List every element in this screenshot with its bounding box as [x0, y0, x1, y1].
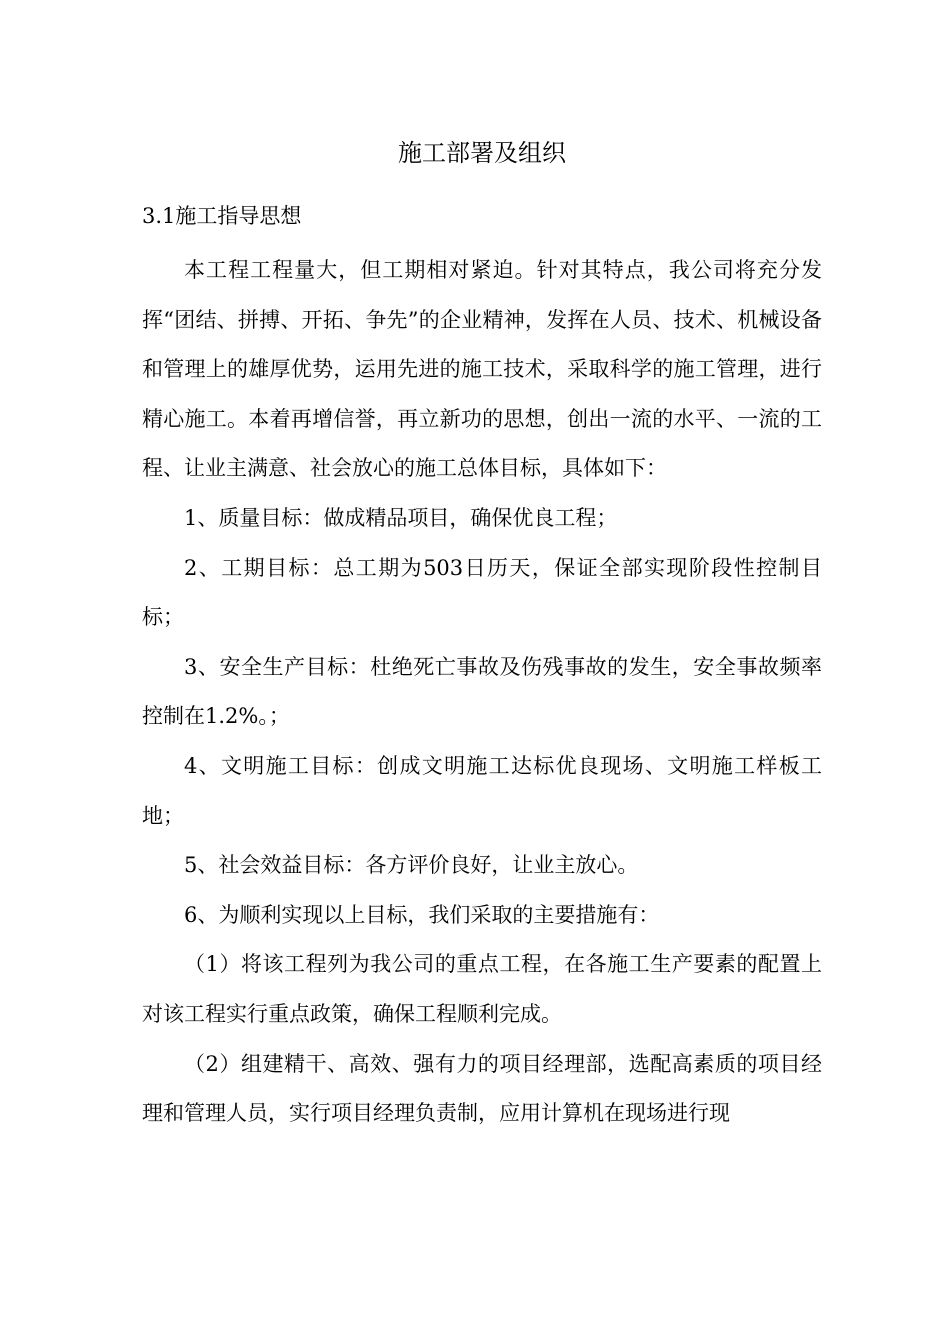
- goal-safety: 3、安全生产目标：杜绝死亡事故及伤残事故的发生，安全事故频率控制在1.2%。；: [142, 654, 822, 729]
- goal-social-benefit: 5、社会效益目标：各方评价良好，让业主放心。: [184, 853, 639, 878]
- intro-paragraph: 本工程工程量大，但工期相对紧迫。针对其特点，我公司将充分发挥“团结、拼搏、开拓、争先”的企业精神，发挥在人员、技术、机械设备和管理上的雄厚优势，运用先进的施工技术，采取科学的施工管理，进行精心施工。本着再增信誉，再立新功的思想，创出一流的水平、一流的工程、让业主满意、社会放心的施工总体目标，具体如下：: [142, 258, 822, 481]
- goal-civilized-construction: 4、文明施工目标：创成文明施工达标优良现场、文明施工样板工地；: [142, 753, 822, 828]
- measure-2: （2）组建精干、高效、强有力的项目经理部，选配高素质的项目经理和管理人员，实行项目经理负责制，应用计算机在现场进行现: [142, 1051, 822, 1126]
- document-body: [142, 246, 822, 1139]
- measures-intro: 6、为顺利实现以上目标，我们采取的主要措施有：: [184, 902, 660, 927]
- document-title: 施工部署及组织: [398, 139, 566, 167]
- section-heading: 3.1施工指导思想: [142, 204, 302, 228]
- measure-1: （1）将该工程列为我公司的重点工程，在各施工生产要素的配置上对该工程实行重点政策，确保工程顺利完成。: [142, 952, 822, 1026]
- goal-schedule: 2、工期目标：总工期为503日历天，保证全部实现阶段性控制目标；: [142, 555, 822, 630]
- goal-quality: 1、质量目标：做成精品项目，确保优良工程；: [184, 505, 618, 530]
